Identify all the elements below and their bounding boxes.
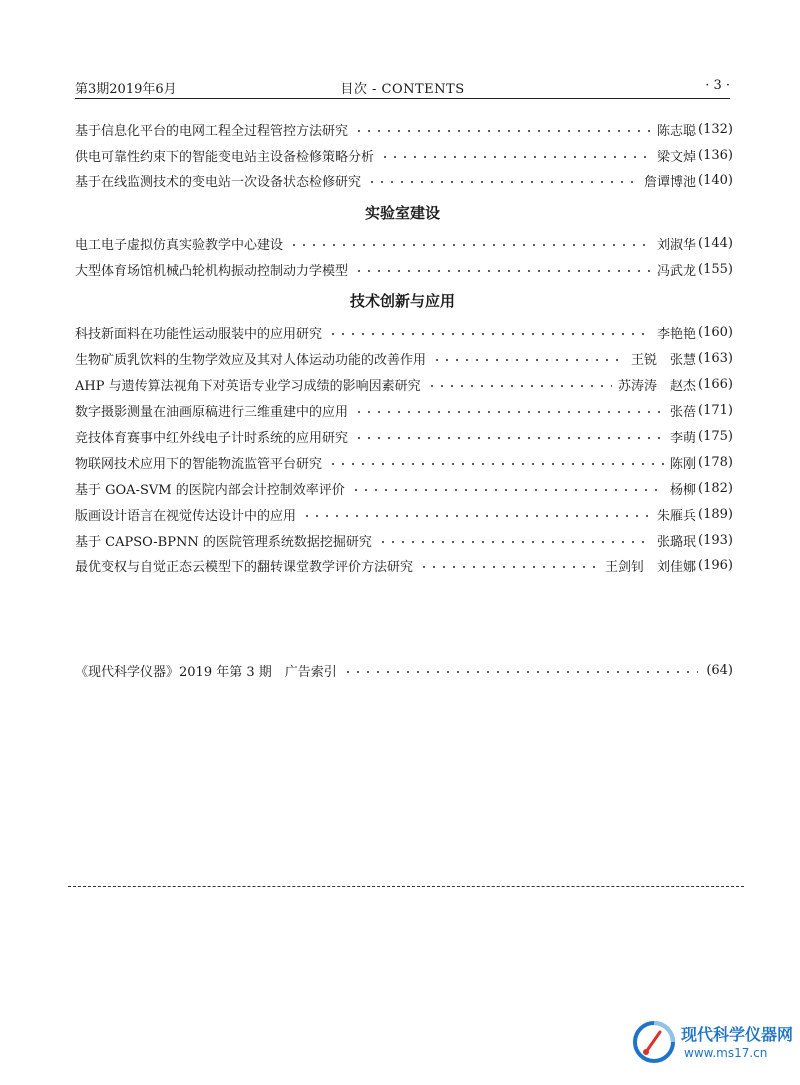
toc-entry[interactable] <box>75 348 733 368</box>
issue-date: 第3期2019年6月 <box>75 82 177 97</box>
entry-page: (178) <box>698 454 733 470</box>
dot-leader <box>328 333 651 335</box>
toc-entry[interactable] <box>75 374 733 394</box>
watermark-url: www.ms17.cn <box>684 1046 768 1060</box>
entry-title: 竞技体育赛事中红外线电子计时系统的应用研究 <box>75 430 349 446</box>
toc-entry[interactable] <box>75 530 733 550</box>
page-header <box>75 76 730 96</box>
header-rule <box>75 98 730 99</box>
entry-title: 《现代科学仪器》2019 年第 3 期 广告索引 <box>75 664 337 680</box>
entry-title: AHP 与遗传算法视角下对英语专业学习成绩的影响因素研究 <box>75 378 421 394</box>
entry-page: (64) <box>706 662 733 678</box>
entry-author: 王锐 张慧 <box>631 352 697 368</box>
entry-author: 苏涛涛 赵杰 <box>618 378 697 394</box>
entry-page: (171) <box>698 402 733 418</box>
entry-title: 电工电子虚拟仿真实验教学中心建设 <box>75 237 284 253</box>
entry-title: 基于信息化平台的电网工程全过程管控方法研究 <box>75 123 349 139</box>
entry-page: (155) <box>698 261 733 277</box>
entry-author: 张蓓 <box>670 404 697 420</box>
entry-page: (193) <box>698 532 733 548</box>
toc-entry[interactable] <box>75 322 733 342</box>
entry-title: 供电可靠性约束下的智能变电站主设备检修策略分析 <box>75 149 375 165</box>
entry-page: (182) <box>698 480 733 496</box>
dot-leader <box>289 244 651 246</box>
section-heading-lab: 实验室建设 <box>364 204 440 222</box>
entry-page: (144) <box>698 235 733 251</box>
dot-leader <box>432 359 625 361</box>
entry-author: 张璐珉 <box>657 534 697 550</box>
dot-leader <box>354 411 664 413</box>
toc-entry[interactable] <box>75 145 733 165</box>
entry-title: 科技新面料在功能性运动服装中的应用研究 <box>75 326 323 342</box>
watermark-logo <box>630 1014 800 1074</box>
ad-index-entry[interactable] <box>75 660 733 680</box>
toc-entry[interactable] <box>75 400 733 420</box>
page-number: · 3 · <box>705 78 730 93</box>
entry-page: (163) <box>698 350 733 366</box>
entry-author: 刘淑华 <box>657 237 697 253</box>
dot-leader <box>343 671 699 673</box>
toc-entry[interactable] <box>75 259 733 279</box>
toc-entry[interactable] <box>75 452 733 472</box>
entry-page: (132) <box>698 121 733 137</box>
entry-title: 基于 CAPSO-BPNN 的医院管理系统数据挖掘研究 <box>75 534 372 550</box>
ms-logo-icon <box>630 1018 678 1066</box>
dot-leader <box>378 541 651 543</box>
dot-leader <box>367 181 638 183</box>
entry-title: 大型体育场馆机械凸轮机构振动控制动力学模型 <box>75 263 349 279</box>
contents-title: 目次 - CONTENTS <box>340 82 465 97</box>
toc-entry[interactable] <box>75 478 733 498</box>
entry-title: 基于 GOA-SVM 的医院内部会计控制效率评价 <box>75 482 345 498</box>
toc-entry[interactable] <box>75 119 733 139</box>
entry-page: (136) <box>698 147 733 163</box>
entry-title: 最优变权与自觉正态云模型下的翻转课堂教学评价方法研究 <box>75 559 414 575</box>
dot-leader <box>302 515 651 517</box>
toc-entry[interactable] <box>75 426 733 446</box>
entry-page: (189) <box>698 506 733 522</box>
entry-title: 数字摄影测量在油画原稿进行三维重建中的应用 <box>75 404 349 420</box>
entry-page: (196) <box>698 557 733 573</box>
entry-author: 李艳艳 <box>657 326 697 342</box>
entry-author: 陈刚 <box>670 456 697 472</box>
entry-author: 梁文焯 <box>657 149 697 165</box>
entry-author: 朱雁兵 <box>657 508 697 524</box>
entry-author: 陈志聪 <box>657 123 697 139</box>
entry-title: 物联网技术应用下的智能物流监管平台研究 <box>75 456 323 472</box>
entry-author: 王剑钊 刘佳娜 <box>605 559 697 575</box>
entry-author: 詹谭博池 <box>644 174 697 190</box>
dot-leader <box>427 385 612 387</box>
entry-title: 版画设计语言在视觉传达设计中的应用 <box>75 508 297 524</box>
toc-entry[interactable] <box>75 170 733 190</box>
dashed-divider <box>68 886 744 887</box>
entry-author: 李萌 <box>670 430 697 446</box>
dot-leader <box>419 566 599 568</box>
dot-leader <box>380 156 651 158</box>
toc-entry[interactable] <box>75 555 733 575</box>
entry-author: 冯武龙 <box>657 263 697 279</box>
entry-page: (166) <box>698 376 733 392</box>
dot-leader <box>351 489 664 491</box>
entry-title: 生物矿质乳饮料的生物学效应及其对人体运动功能的改善作用 <box>75 352 427 368</box>
watermark-brand: 现代科学仪器网 <box>681 1025 794 1044</box>
dot-leader <box>354 130 651 132</box>
entry-title: 基于在线监测技术的变电站一次设备状态检修研究 <box>75 174 362 190</box>
dot-leader <box>354 437 664 439</box>
entry-author: 杨柳 <box>670 482 697 498</box>
toc-entry[interactable] <box>75 233 733 253</box>
dot-leader <box>354 270 651 272</box>
toc-entry[interactable] <box>75 504 733 524</box>
entry-page: (175) <box>698 428 733 444</box>
entry-page: (160) <box>698 324 733 340</box>
entry-page: (140) <box>698 172 733 188</box>
section-heading-innovation: 技术创新与应用 <box>349 292 455 310</box>
dot-leader <box>328 463 664 465</box>
